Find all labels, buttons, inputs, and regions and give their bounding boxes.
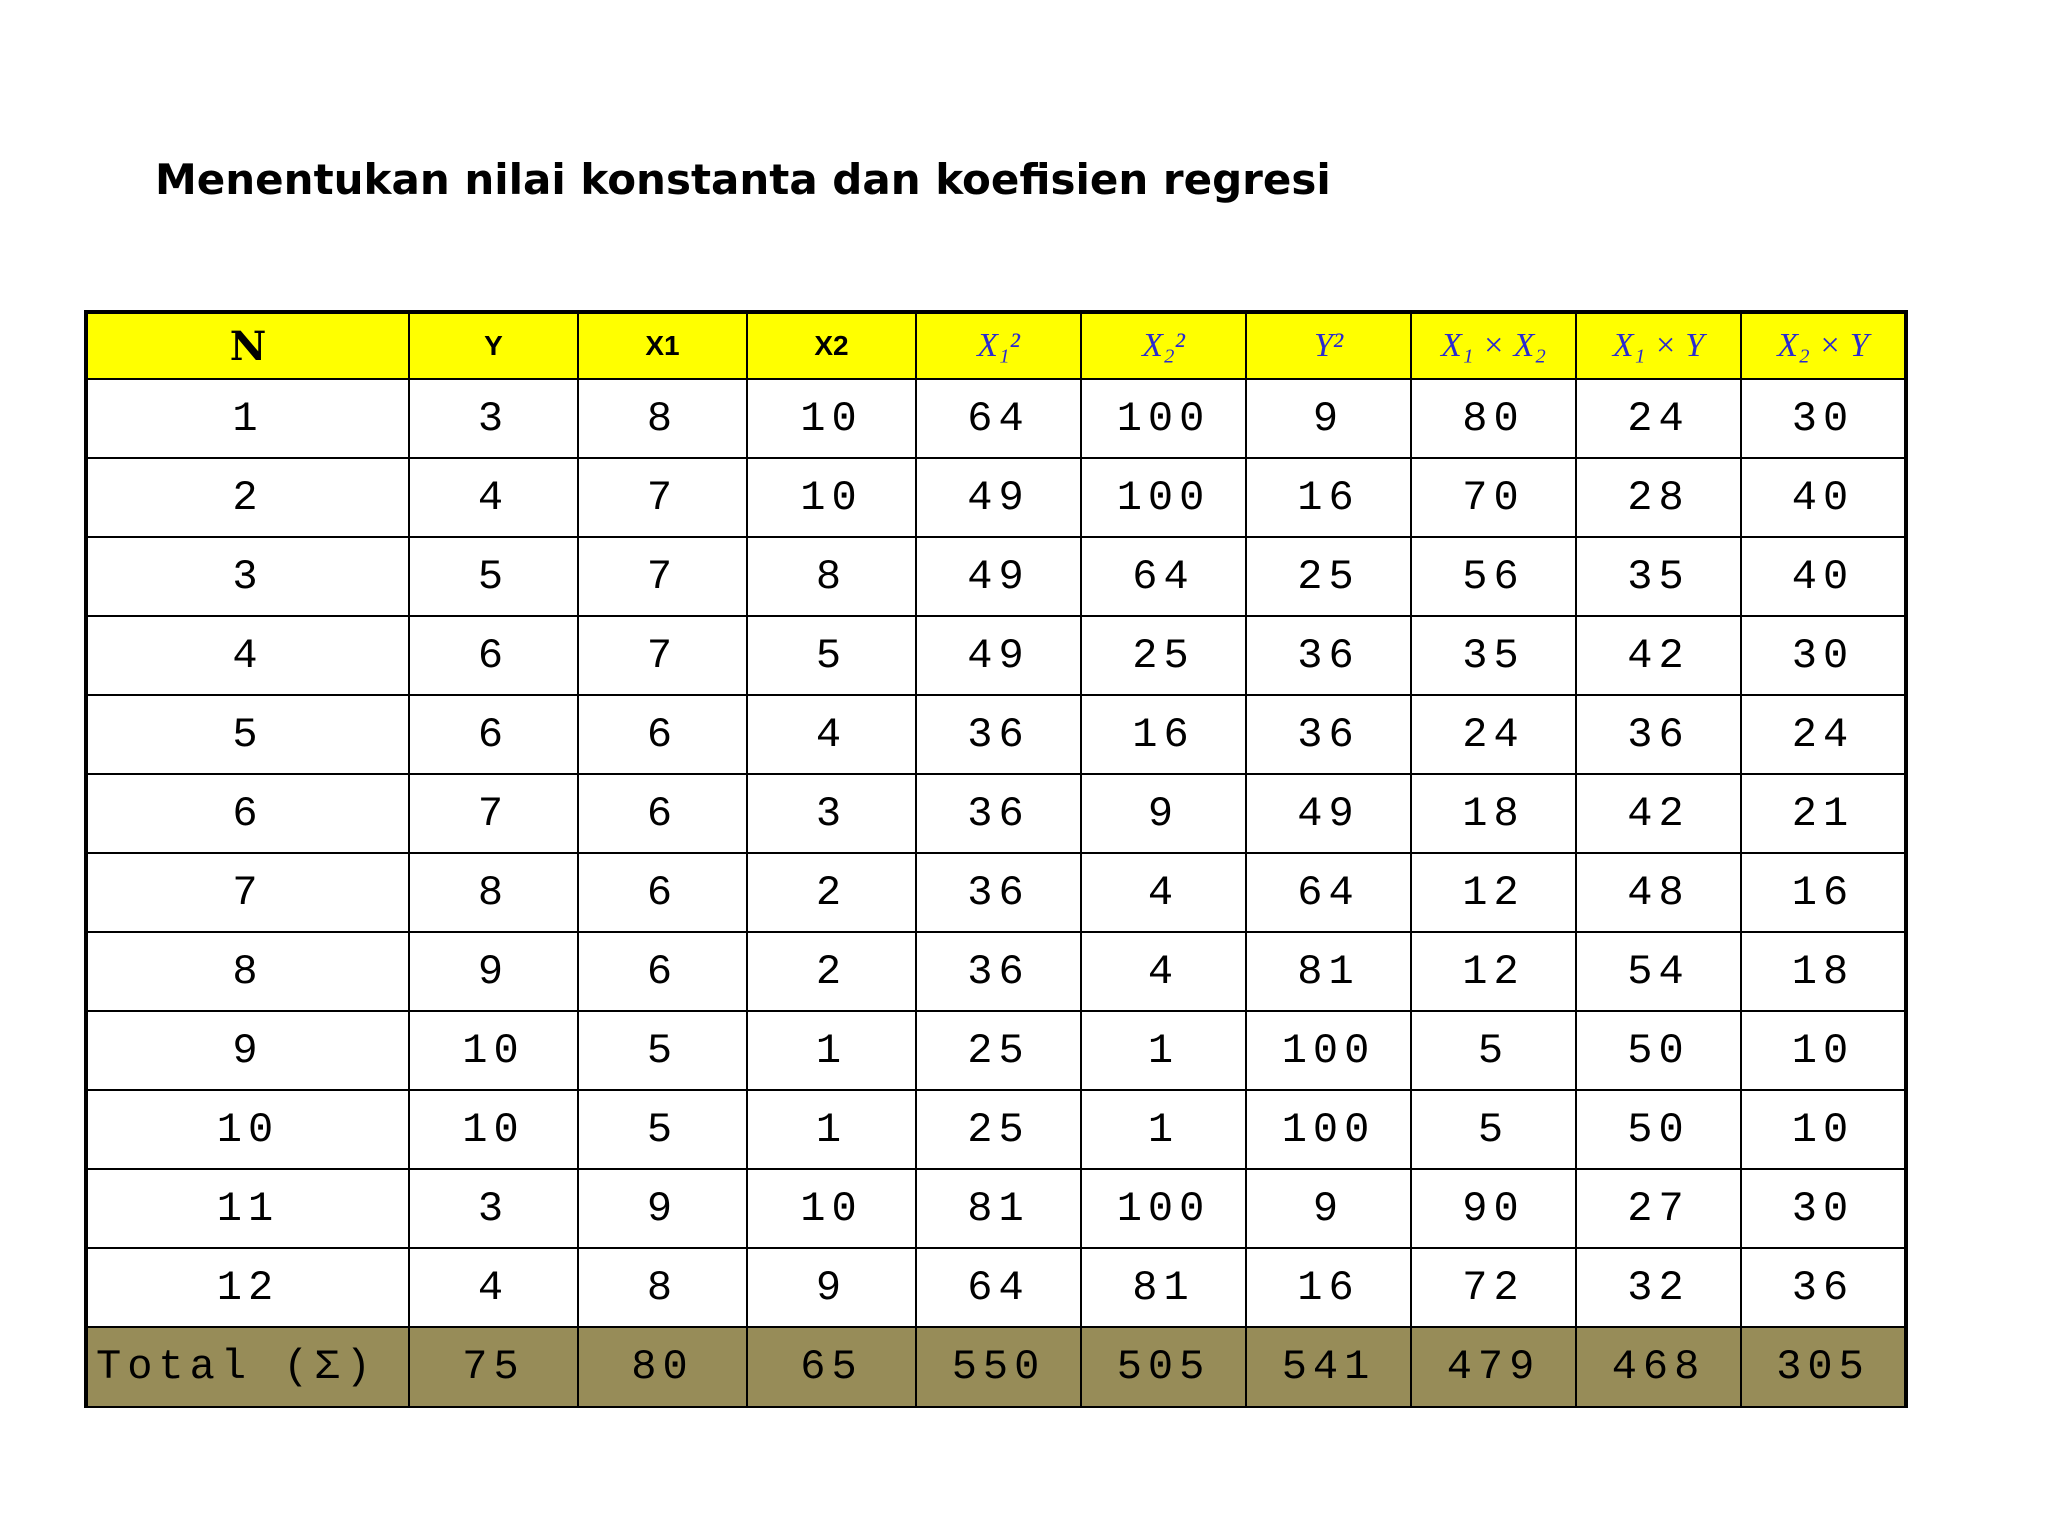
cell-x1: 5 — [578, 1011, 747, 1090]
cell-x1-squared: 49 — [916, 537, 1081, 616]
cell-x2-squared: 64 — [1081, 537, 1246, 616]
header-y: Y — [409, 312, 578, 379]
total-row — [86, 1327, 1906, 1407]
cell-x2: 5 — [747, 616, 916, 695]
total-x2: 65 — [747, 1327, 916, 1407]
cell-x2-squared: 100 — [1081, 458, 1246, 537]
cell-x2-times-y: 30 — [1741, 616, 1906, 695]
cell-y-squared: 36 — [1246, 616, 1411, 695]
cell-x2: 2 — [747, 853, 916, 932]
cell-n: 5 — [86, 695, 409, 774]
cell-x2-squared: 9 — [1081, 774, 1246, 853]
cell-x1-squared: 49 — [916, 616, 1081, 695]
cell-x1-times-y: 32 — [1576, 1248, 1741, 1327]
cell-x1-times-y: 50 — [1576, 1090, 1741, 1169]
cell-x1-squared: 36 — [916, 853, 1081, 932]
cell-x2-times-y: 40 — [1741, 537, 1906, 616]
total-x2-squared: 505 — [1081, 1327, 1246, 1407]
table-row — [86, 1011, 1906, 1090]
cell-x2-times-y: 30 — [1741, 379, 1906, 458]
header-x1-times-y: X₁ × Y — [1576, 312, 1741, 379]
cell-x1-squared: 36 — [916, 695, 1081, 774]
cell-y-squared: 25 — [1246, 537, 1411, 616]
cell-x2: 4 — [747, 695, 916, 774]
cell-y-squared: 49 — [1246, 774, 1411, 853]
cell-x2-times-y: 10 — [1741, 1011, 1906, 1090]
total-x1: 80 — [578, 1327, 747, 1407]
cell-n: 12 — [86, 1248, 409, 1327]
cell-y: 4 — [409, 458, 578, 537]
cell-x1-squared: 36 — [916, 932, 1081, 1011]
cell-x1-times-x2: 70 — [1411, 458, 1576, 537]
header-x2-squared: X₂² — [1081, 312, 1246, 379]
cell-x1-times-y: 54 — [1576, 932, 1741, 1011]
cell-y-squared: 16 — [1246, 458, 1411, 537]
cell-x1-times-x2: 56 — [1411, 537, 1576, 616]
table-row — [86, 458, 1906, 537]
cell-y-squared: 100 — [1246, 1011, 1411, 1090]
cell-y: 3 — [409, 379, 578, 458]
cell-x2-times-y: 16 — [1741, 853, 1906, 932]
cell-x2-times-y: 36 — [1741, 1248, 1906, 1327]
cell-x2-squared: 16 — [1081, 695, 1246, 774]
table-row — [86, 774, 1906, 853]
cell-x1-times-y: 50 — [1576, 1011, 1741, 1090]
total-y-squared: 541 — [1246, 1327, 1411, 1407]
cell-x1-squared: 81 — [916, 1169, 1081, 1248]
cell-x1-times-y: 28 — [1576, 458, 1741, 537]
table-row — [86, 1169, 1906, 1248]
table-body — [86, 379, 1906, 1327]
total-x1-times-y: 468 — [1576, 1327, 1741, 1407]
table-row — [86, 616, 1906, 695]
cell-y-squared: 100 — [1246, 1090, 1411, 1169]
cell-y: 5 — [409, 537, 578, 616]
cell-x2-times-y: 24 — [1741, 695, 1906, 774]
cell-x2-times-y: 30 — [1741, 1169, 1906, 1248]
cell-x1-times-y: 35 — [1576, 537, 1741, 616]
cell-x1-times-x2: 90 — [1411, 1169, 1576, 1248]
cell-x2-times-y: 10 — [1741, 1090, 1906, 1169]
cell-x1-times-y: 24 — [1576, 379, 1741, 458]
slide-title: Menentukan nilai konstanta dan koefisien regresi — [155, 155, 1331, 204]
cell-n: 9 — [86, 1011, 409, 1090]
cell-y-squared: 16 — [1246, 1248, 1411, 1327]
cell-x2: 3 — [747, 774, 916, 853]
cell-n: 10 — [86, 1090, 409, 1169]
cell-x1-times-y: 42 — [1576, 616, 1741, 695]
header-y-squared: Y² — [1246, 312, 1411, 379]
cell-y: 10 — [409, 1090, 578, 1169]
cell-n: 2 — [86, 458, 409, 537]
cell-x1-times-x2: 12 — [1411, 932, 1576, 1011]
header-x1-squared: X₁² — [916, 312, 1081, 379]
cell-x1: 6 — [578, 932, 747, 1011]
cell-y-squared: 64 — [1246, 853, 1411, 932]
cell-x2: 8 — [747, 537, 916, 616]
header-x2: X2 — [747, 312, 916, 379]
cell-x2-squared: 1 — [1081, 1011, 1246, 1090]
cell-x1-times-y: 42 — [1576, 774, 1741, 853]
cell-x2-squared: 81 — [1081, 1248, 1246, 1327]
regression-table — [84, 310, 1908, 1408]
header-row — [86, 312, 1906, 379]
table-row — [86, 932, 1906, 1011]
cell-y-squared: 9 — [1246, 1169, 1411, 1248]
cell-x1-squared: 64 — [916, 1248, 1081, 1327]
total-y: 75 — [409, 1327, 578, 1407]
cell-x2: 1 — [747, 1090, 916, 1169]
cell-x2: 10 — [747, 379, 916, 458]
cell-x2-times-y: 18 — [1741, 932, 1906, 1011]
cell-n: 4 — [86, 616, 409, 695]
cell-x2-squared: 4 — [1081, 932, 1246, 1011]
cell-x2-squared: 4 — [1081, 853, 1246, 932]
cell-x1-squared: 64 — [916, 379, 1081, 458]
header-x1: X1 — [578, 312, 747, 379]
cell-n: 7 — [86, 853, 409, 932]
table-row — [86, 537, 1906, 616]
cell-x1-squared: 36 — [916, 774, 1081, 853]
cell-n: 11 — [86, 1169, 409, 1248]
cell-x1-times-x2: 72 — [1411, 1248, 1576, 1327]
header-x1-times-x2: X₁ × X₂ — [1411, 312, 1576, 379]
cell-x2: 10 — [747, 458, 916, 537]
cell-x1: 6 — [578, 695, 747, 774]
header-n: N — [86, 312, 409, 379]
total-label: Total (Σ) — [86, 1327, 409, 1407]
cell-x1-times-x2: 35 — [1411, 616, 1576, 695]
cell-x1-times-y: 36 — [1576, 695, 1741, 774]
cell-y: 6 — [409, 616, 578, 695]
cell-y: 4 — [409, 1248, 578, 1327]
cell-y: 9 — [409, 932, 578, 1011]
cell-x2-times-y: 40 — [1741, 458, 1906, 537]
cell-y: 8 — [409, 853, 578, 932]
cell-x1-times-y: 27 — [1576, 1169, 1741, 1248]
cell-y: 10 — [409, 1011, 578, 1090]
cell-x1-times-x2: 80 — [1411, 379, 1576, 458]
cell-y-squared: 81 — [1246, 932, 1411, 1011]
total-x2-times-y: 305 — [1741, 1327, 1906, 1407]
cell-x2-squared: 100 — [1081, 379, 1246, 458]
cell-y-squared: 36 — [1246, 695, 1411, 774]
table-row — [86, 1090, 1906, 1169]
cell-x1-times-y: 48 — [1576, 853, 1741, 932]
cell-x1-times-x2: 5 — [1411, 1011, 1576, 1090]
cell-x1-squared: 25 — [916, 1011, 1081, 1090]
table-row — [86, 853, 1906, 932]
cell-n: 3 — [86, 537, 409, 616]
cell-x2: 2 — [747, 932, 916, 1011]
cell-x2-times-y: 21 — [1741, 774, 1906, 853]
cell-x1-times-x2: 12 — [1411, 853, 1576, 932]
cell-y-squared: 9 — [1246, 379, 1411, 458]
cell-x2: 1 — [747, 1011, 916, 1090]
cell-n: 6 — [86, 774, 409, 853]
cell-x1: 7 — [578, 537, 747, 616]
cell-y: 3 — [409, 1169, 578, 1248]
cell-x1: 7 — [578, 458, 747, 537]
total-x1-squared: 550 — [916, 1327, 1081, 1407]
cell-x1-times-x2: 5 — [1411, 1090, 1576, 1169]
cell-n: 1 — [86, 379, 409, 458]
cell-x1-squared: 25 — [916, 1090, 1081, 1169]
cell-x1: 7 — [578, 616, 747, 695]
cell-x1-times-x2: 24 — [1411, 695, 1576, 774]
cell-x1: 8 — [578, 379, 747, 458]
cell-x1-times-x2: 18 — [1411, 774, 1576, 853]
table-row — [86, 1248, 1906, 1327]
cell-x1: 5 — [578, 1090, 747, 1169]
cell-n: 8 — [86, 932, 409, 1011]
total-x1-times-x2: 479 — [1411, 1327, 1576, 1407]
cell-x1-squared: 49 — [916, 458, 1081, 537]
cell-x2: 10 — [747, 1169, 916, 1248]
cell-x1: 6 — [578, 853, 747, 932]
cell-x2: 9 — [747, 1248, 916, 1327]
table-row — [86, 695, 1906, 774]
cell-y: 6 — [409, 695, 578, 774]
cell-y: 7 — [409, 774, 578, 853]
table-row — [86, 379, 1906, 458]
cell-x1: 9 — [578, 1169, 747, 1248]
cell-x2-squared: 100 — [1081, 1169, 1246, 1248]
cell-x1: 6 — [578, 774, 747, 853]
cell-x2-squared: 25 — [1081, 616, 1246, 695]
header-x2-times-y: X₂ × Y — [1741, 312, 1906, 379]
cell-x2-squared: 1 — [1081, 1090, 1246, 1169]
cell-x1: 8 — [578, 1248, 747, 1327]
